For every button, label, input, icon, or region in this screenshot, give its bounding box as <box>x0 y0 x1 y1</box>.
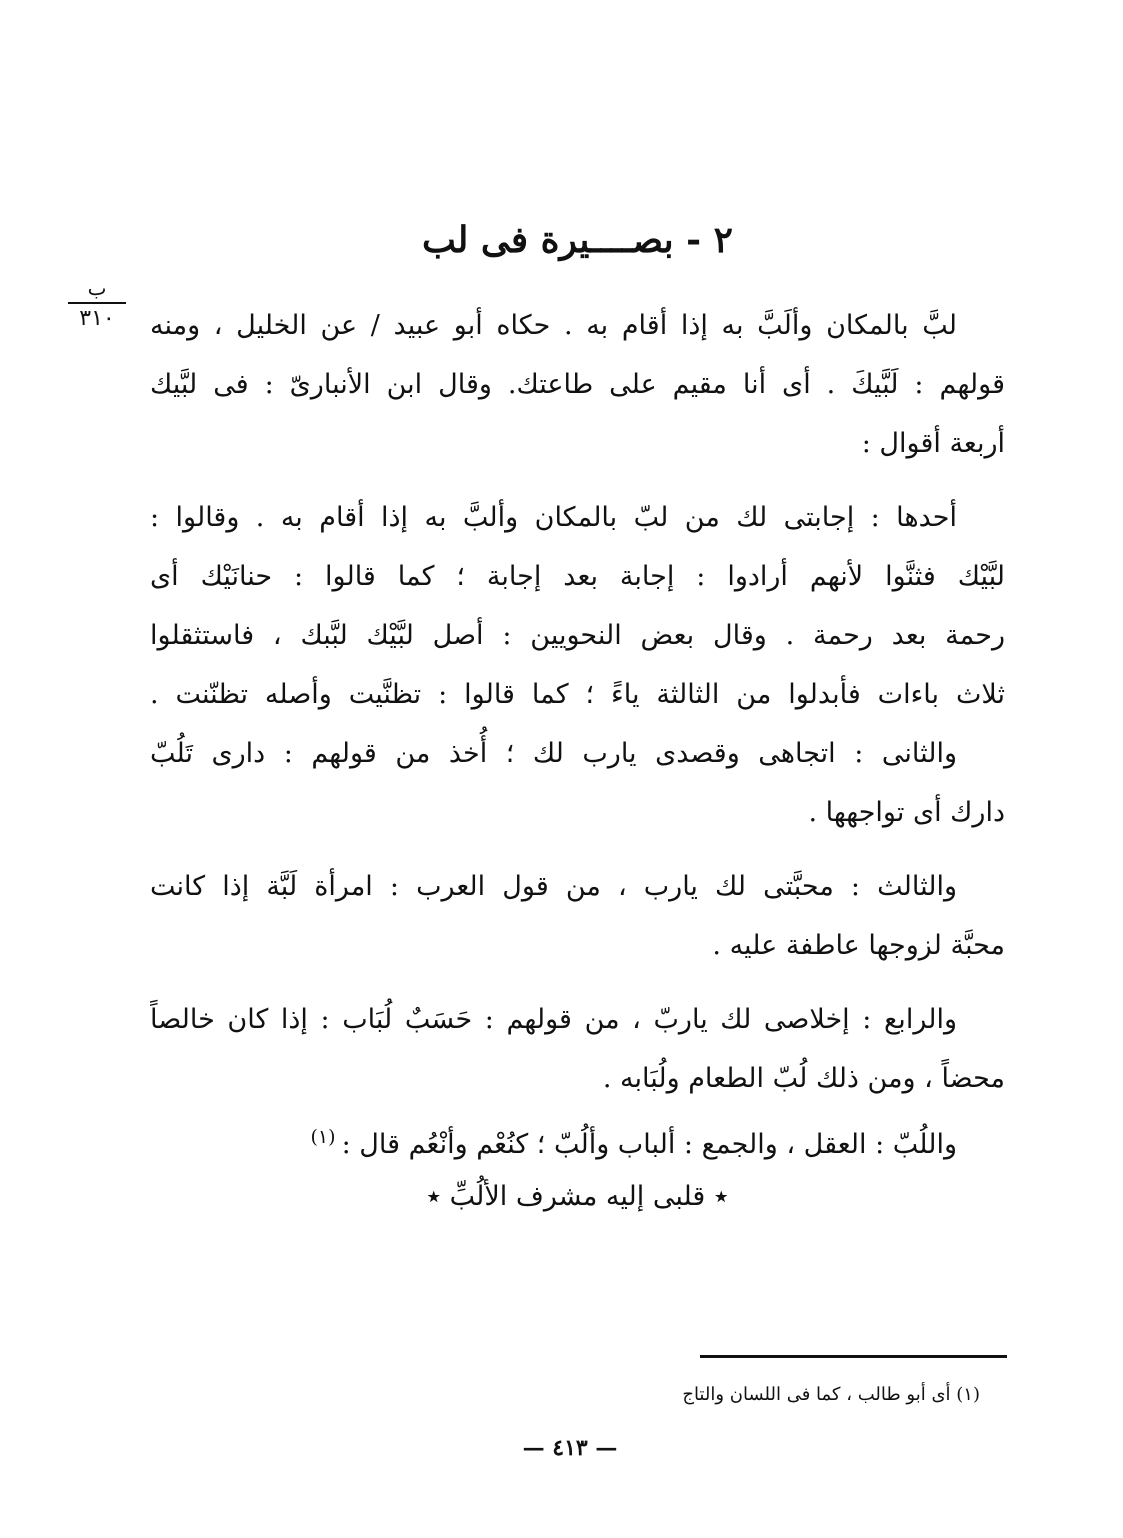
text-line: والثالث : محبَّتى لك يارب ، من قول العرب : امرأة لَبَّة إذا كانت <box>150 871 957 902</box>
text-line: لبَّيْك فثنَّوا لأنهم أرادوا : إجابة بعد إجابة ؛ كما قالوا : حنانَيْك أى <box>150 561 1005 592</box>
text-line: دارك أى تواجهها . <box>808 797 1005 828</box>
body-text <box>150 296 1005 1226</box>
text-line-content: واللُبّ : العقل ، والجمع : ألباب وألُبّ ؛ كنُعْم وأنْعُم قال : <box>341 1129 957 1160</box>
text-line: رحمة بعد رحمة . وقال بعض النحويين : أصل لبَّيْك لبَّبك ، فاستثقلوا <box>150 620 1005 651</box>
margin-number: ٣١٠ <box>79 306 115 331</box>
page-number: — ٤١٣ — <box>522 1435 618 1461</box>
footnote-reference: (١) <box>310 1126 336 1148</box>
text-line: والرابع : إخلاصى لك ياربّ ، من قولهم : حَسَبٌ لُبَاب : إذا كان خالصاً <box>150 1004 957 1035</box>
text-line <box>150 1108 1005 1167</box>
margin-note <box>62 276 132 332</box>
section-heading: ٢ - بصــــيرة فى لب <box>422 219 733 261</box>
text-line: ثلاث باءات فأبدلوا من الثالثة ياءً ؛ كما قالوا : تظنَّيت وأصله تظنّنت . <box>150 679 1005 710</box>
text-line: لبَّ بالمكان وألَبَّ به إذا أقام به . حكاه أبو عبيد / عن الخليل ، ومنه <box>150 310 957 341</box>
text-line: أحدها : إجابتى لك من لبّ بالمكان وألبَّ به إذا أقام به . وقالوا : <box>150 502 957 533</box>
text-line: قولهم : لَبَّيكَ . أى أنا مقيم على طاعتك. وقال ابن الأنبارىّ : فى لبَّيك <box>150 369 1005 400</box>
margin-letter: ب <box>87 276 107 300</box>
text-line: أربعة أقوال : <box>861 428 1005 459</box>
text-line: والثانى : اتجاهى وقصدى يارب لك ؛ أُخذ من قولهم : دارى تَلُبّ <box>150 738 957 769</box>
text-line: محضاً ، ومن ذلك لُبّ الطعام ولُبَابه . <box>602 1063 1005 1094</box>
verse-line: ٭ قلبى إليه مشرف الألُبِّ ٭ <box>426 1181 729 1212</box>
footnote-divider <box>700 1355 1007 1358</box>
footnote: (١) أى أبو طالب ، كما فى اللسان والتاج <box>682 1384 980 1405</box>
text-line: محبَّة لزوجها عاطفة عليه . <box>712 930 1005 961</box>
margin-rule <box>68 302 126 304</box>
